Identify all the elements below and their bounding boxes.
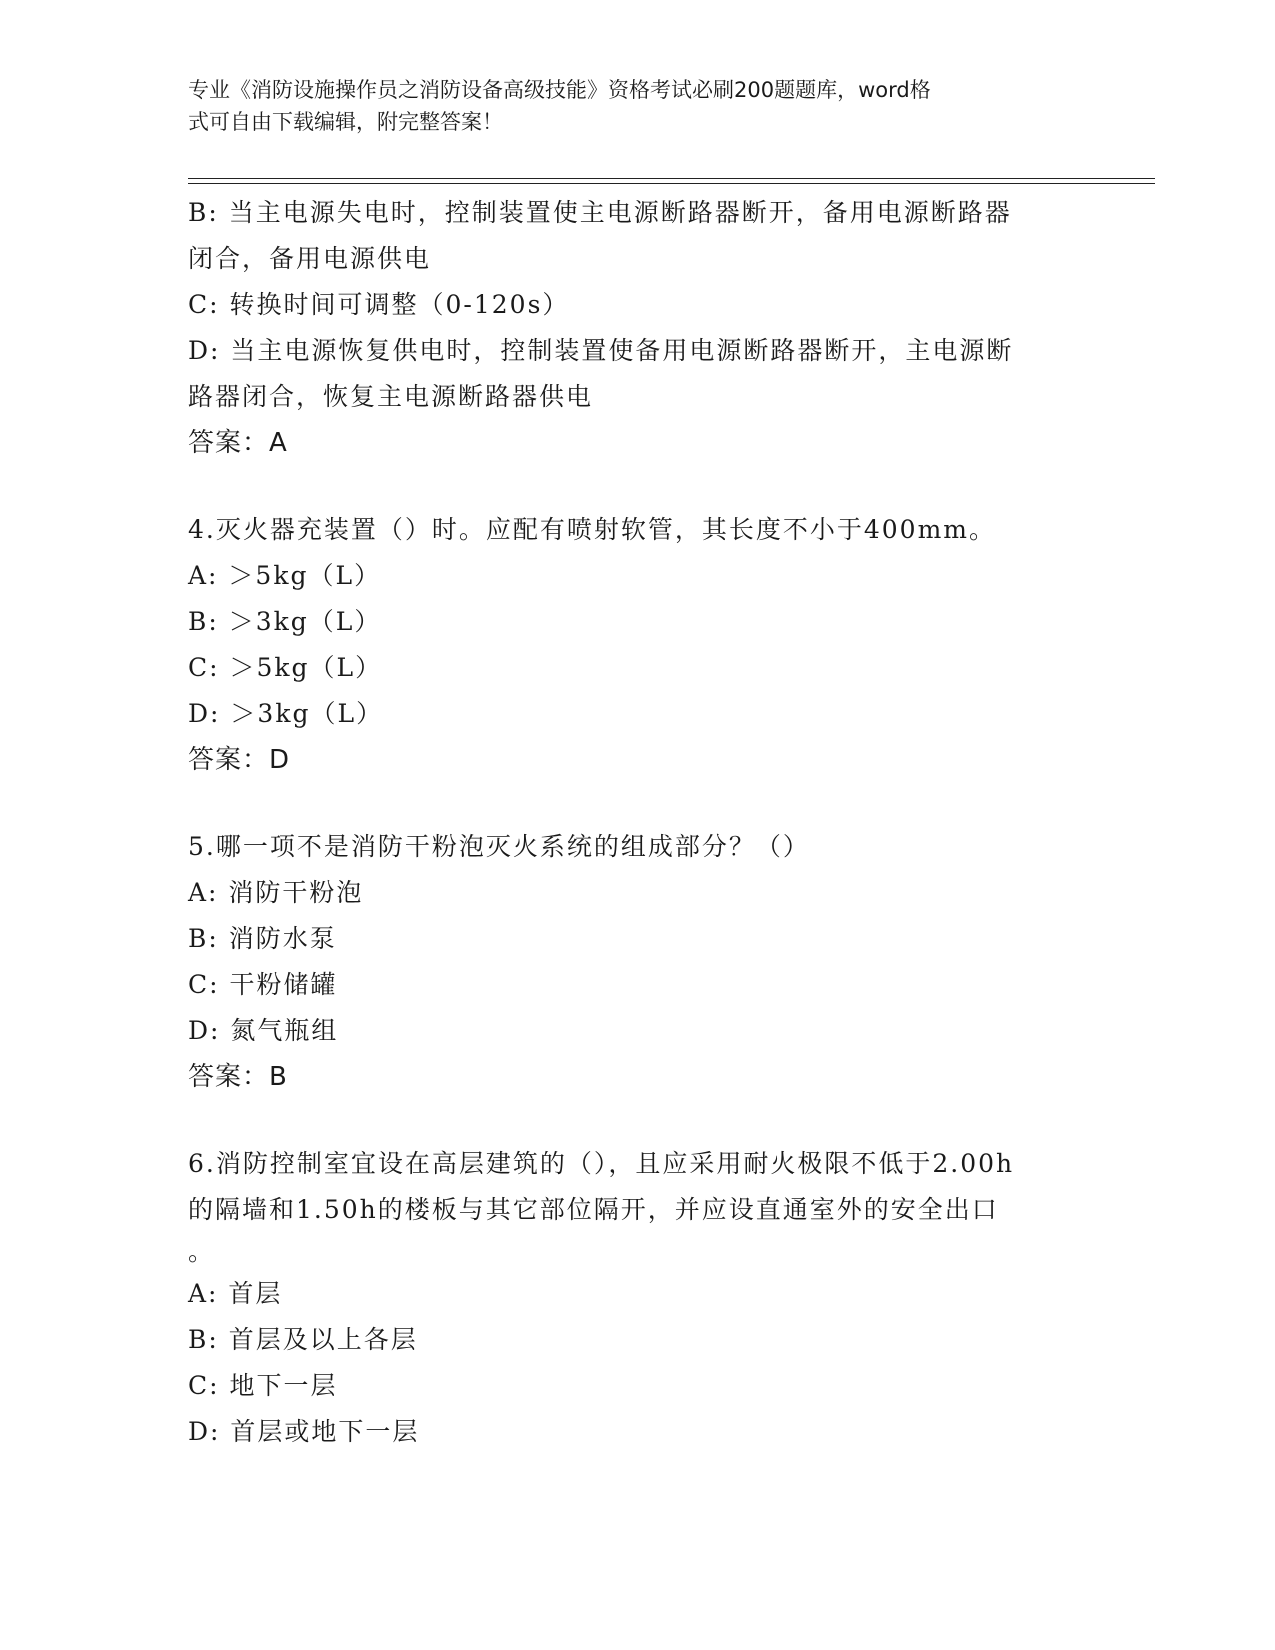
q6-question-line-2: 的隔墙和1.50h的楼板与其它部位隔开，并应设直通室外的安全出口 xyxy=(188,1195,999,1224)
q4-option-a: A: ＞5kg（L） xyxy=(188,561,382,590)
header-divider-top xyxy=(188,178,1155,179)
header-line-1: 专业《消防设施操作员之消防设备高级技能》资格考试必刷200题题库，word格 xyxy=(188,78,931,102)
q3-option-b-line-1: B: 当主电源失电时，控制装置使主电源断路器断开，备用电源断路器 xyxy=(188,198,1012,227)
q4-option-d: D: ＞3kg（L） xyxy=(188,699,384,728)
q5-answer: 答案：B xyxy=(188,1062,288,1092)
q6-question-line-1: 6.消防控制室宜设在高层建筑的（），且应采用耐火极限不低于2.00h xyxy=(188,1149,1015,1178)
q4-option-b: B: ＞3kg（L） xyxy=(188,607,382,636)
q4-answer: 答案：D xyxy=(188,745,291,775)
question-5 xyxy=(188,824,1088,1100)
q5-option-c: C: 干粉储罐 xyxy=(188,970,338,999)
q5-option-b: B: 消防水泵 xyxy=(188,924,337,953)
q5-option-a: A: 消防干粉泡 xyxy=(188,878,364,907)
header-line-2: 式可自由下载编辑，附完整答案！ xyxy=(188,110,503,134)
q3-option-b-line-2: 闭合，备用电源供电 xyxy=(188,244,432,273)
q4-option-c: C: ＞5kg（L） xyxy=(188,653,383,682)
header-divider-bottom xyxy=(188,183,1155,184)
document-header xyxy=(188,74,1068,138)
q3-option-c: C: 转换时间可调整（0-120s） xyxy=(188,290,570,319)
q3-option-d-line-1: D: 当主电源恢复供电时，控制装置使备用电源断路器断开，主电源断 xyxy=(188,336,1014,365)
q6-question-line-3: 。 xyxy=(188,1237,216,1266)
q3-answer: 答案：A xyxy=(188,428,288,458)
question-3-tail xyxy=(188,190,1088,466)
q6-option-b: B: 首层及以上各层 xyxy=(188,1325,418,1354)
q5-option-d: D: 氮气瓶组 xyxy=(188,1016,339,1045)
q6-option-a: A: 首层 xyxy=(188,1279,283,1308)
q5-question: 5.哪一项不是消防干粉泡灭火系统的组成部分？（） xyxy=(188,832,810,861)
q6-option-c: C: 地下一层 xyxy=(188,1371,338,1400)
question-6 xyxy=(188,1141,1088,1455)
question-4 xyxy=(188,507,1088,783)
q3-option-d-line-2: 路器闭合，恢复主电源断路器供电 xyxy=(188,382,594,411)
q6-option-d: D: 首层或地下一层 xyxy=(188,1417,420,1446)
question-content xyxy=(188,190,1088,1455)
q4-question: 4.灭火器充装置（）时。应配有喷射软管，其长度不小于400mm。 xyxy=(188,515,996,544)
